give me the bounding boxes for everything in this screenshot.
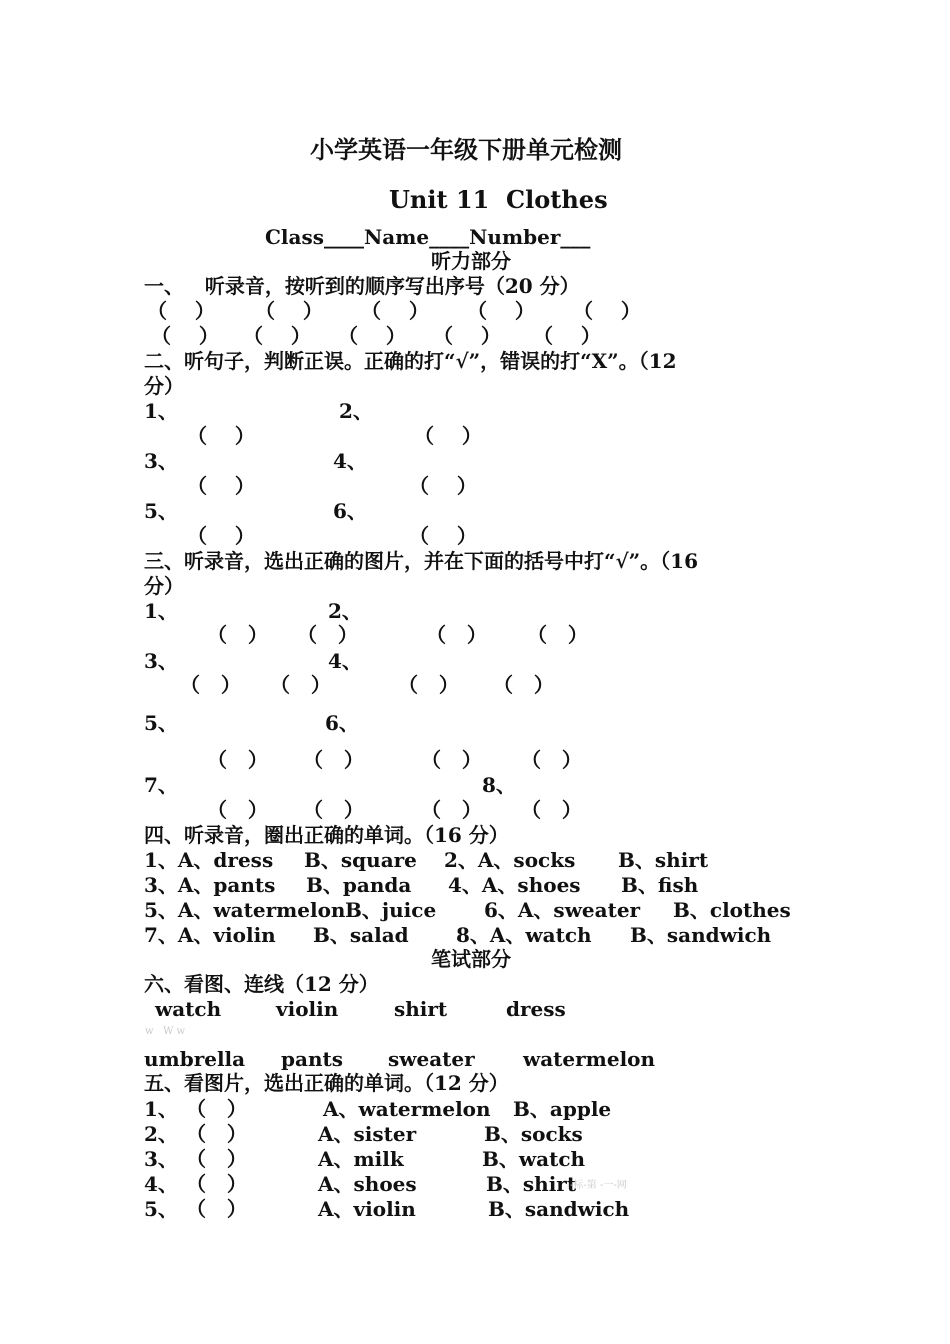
- section1-heading: 一、 听录音，按听到的顺序写出序号（20 分）: [144, 274, 580, 298]
- question-number: 4、: [333, 449, 367, 473]
- word-option: B、shirt: [618, 848, 709, 872]
- writing-section-header: 笔试部分: [431, 947, 511, 971]
- question-number: 4、: [328, 649, 362, 673]
- question-number: 6、: [325, 711, 359, 735]
- word-option: 7、A、violin: [144, 923, 276, 947]
- section2-heading: 二、听句子，判断正误。正确的打“√”，错误的打“X”。（12: [144, 349, 677, 373]
- word-option: 5、A、watermelon: [144, 898, 346, 922]
- word-option: 8、A、watch: [456, 923, 592, 947]
- answer-paren: （ ）: [533, 324, 601, 348]
- word-option: A、violin: [318, 1197, 416, 1221]
- answer-paren: （ ）: [527, 623, 588, 647]
- answer-paren: （ ）: [207, 748, 268, 772]
- word-option: 4、A、shoes: [448, 873, 581, 897]
- answer-paren: （ ）: [303, 748, 364, 772]
- answer-paren: （ ）: [186, 1097, 247, 1121]
- page-title: 小学英语一年级下册单元检测: [310, 135, 622, 164]
- word-option: A、sister: [318, 1122, 417, 1146]
- match-word: pants: [281, 1047, 343, 1071]
- question-number: 2、: [339, 399, 373, 423]
- answer-paren: （ ）: [398, 673, 459, 697]
- question-number: 1、: [144, 1097, 178, 1121]
- question-number: 5、: [144, 1197, 178, 1221]
- match-word: watermelon: [523, 1047, 656, 1071]
- question-number: 2、: [144, 1122, 178, 1146]
- question-number: 3、: [144, 649, 178, 673]
- match-word: sweater: [388, 1047, 475, 1071]
- answer-paren: （ ）: [187, 524, 255, 548]
- answer-paren: （ ）: [521, 798, 582, 822]
- answer-paren: （ ）: [186, 1197, 247, 1221]
- section3-heading: 三、听录音，选出正确的图片，并在下面的括号中打“√”。（16: [144, 549, 698, 573]
- faint-watermark-text: w W w: [145, 1026, 186, 1037]
- match-word: shirt: [394, 997, 448, 1021]
- faint-watermark-text: -标-第 -一-网: [570, 1180, 627, 1191]
- answer-paren: （ ）: [409, 474, 477, 498]
- word-option: B、panda: [306, 873, 412, 897]
- answer-paren: （ ）: [187, 424, 255, 448]
- answer-paren: （ ）: [421, 748, 482, 772]
- answer-paren: （ ）: [414, 424, 482, 448]
- match-word: violin: [276, 997, 339, 1021]
- word-option: A、milk: [318, 1147, 404, 1171]
- listening-section-header: 听力部分: [431, 249, 511, 273]
- question-number: 5、: [144, 711, 178, 735]
- answer-paren: （ ）: [151, 324, 219, 348]
- question-number: 1、: [144, 599, 178, 623]
- section6-heading: 六、看图、连线（12 分）: [144, 972, 379, 996]
- answer-paren: （ ）: [243, 324, 311, 348]
- question-number: 3、: [144, 449, 178, 473]
- word-option: B、sandwich: [488, 1197, 630, 1221]
- question-number: 6、: [333, 499, 367, 523]
- word-option: B、clothes: [673, 898, 791, 922]
- question-number: 5、: [144, 499, 178, 523]
- word-option: B、square: [304, 848, 417, 872]
- answer-paren: （ ）: [207, 798, 268, 822]
- answer-paren: （ ）: [297, 623, 358, 647]
- answer-paren: （ ）: [467, 299, 535, 323]
- question-number: 8、: [482, 773, 516, 797]
- word-option: B、shirt: [486, 1172, 577, 1196]
- answer-paren: （ ）: [361, 299, 429, 323]
- answer-paren: （ ）: [187, 474, 255, 498]
- answer-paren: （ ）: [147, 299, 215, 323]
- word-option: B、socks: [484, 1122, 583, 1146]
- section4-heading: 四、听录音，圈出正确的单词。（16 分）: [144, 823, 509, 847]
- word-option: B、fish: [621, 873, 699, 897]
- word-option: B、watch: [482, 1147, 586, 1171]
- question-number: 7、: [144, 773, 178, 797]
- question-number: 1、: [144, 399, 178, 423]
- answer-paren: （ ）: [421, 798, 482, 822]
- section3-heading-cont: 分）: [144, 574, 184, 598]
- word-option: B、salad: [313, 923, 409, 947]
- student-info-line: Class____Name____Number___: [265, 225, 591, 249]
- match-word: dress: [506, 997, 566, 1021]
- answer-paren: （ ）: [186, 1122, 247, 1146]
- answer-paren: （ ）: [207, 623, 268, 647]
- question-number: 3、: [144, 1147, 178, 1171]
- section2-heading-cont: 分）: [144, 374, 184, 398]
- answer-paren: （ ）: [186, 1147, 247, 1171]
- unit-title: Unit 11 Clothes: [389, 185, 608, 214]
- word-option: A、watermelon: [323, 1097, 491, 1121]
- word-option: B、apple: [513, 1097, 612, 1121]
- answer-paren: （ ）: [303, 798, 364, 822]
- word-option: B、sandwich: [630, 923, 772, 947]
- answer-paren: （ ）: [180, 673, 241, 697]
- word-option: 2、A、socks: [444, 848, 576, 872]
- word-option: A、shoes: [318, 1172, 417, 1196]
- word-option: B、juice: [345, 898, 437, 922]
- answer-paren: （ ）: [433, 324, 501, 348]
- match-word: umbrella: [144, 1047, 246, 1071]
- answer-paren: （ ）: [409, 524, 477, 548]
- word-option: 1、A、dress: [144, 848, 274, 872]
- match-word: watch: [155, 997, 222, 1021]
- answer-paren: （ ）: [255, 299, 323, 323]
- question-number: 4、: [144, 1172, 178, 1196]
- section5-heading: 五、看图片，选出正确的单词。（12 分）: [144, 1071, 509, 1095]
- answer-paren: （ ）: [493, 673, 554, 697]
- word-option: 3、A、pants: [144, 873, 276, 897]
- answer-paren: （ ）: [573, 299, 641, 323]
- answer-paren: （ ）: [426, 623, 487, 647]
- answer-paren: （ ）: [521, 748, 582, 772]
- answer-paren: （ ）: [270, 673, 331, 697]
- word-option: 6、A、sweater: [484, 898, 641, 922]
- answer-paren: （ ）: [338, 324, 406, 348]
- question-number: 2、: [328, 599, 362, 623]
- answer-paren: （ ）: [186, 1172, 247, 1196]
